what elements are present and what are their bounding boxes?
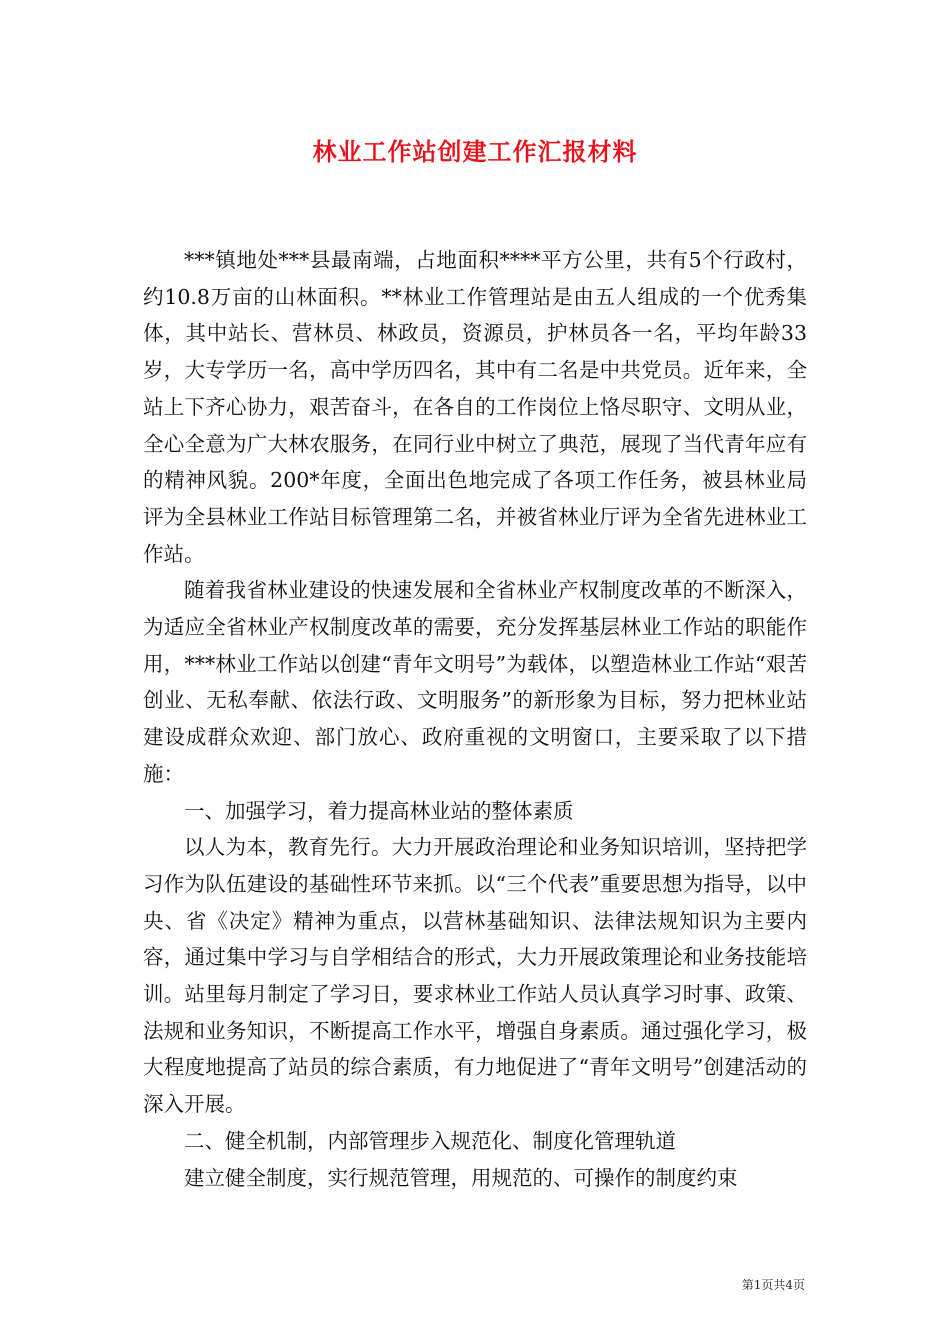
section-heading-1: 一、加强学习，着力提高林业站的整体素质 <box>184 798 574 823</box>
paragraph-background: 随着我省林业建设的快速发展和全省林业产权制度改革的不断深入，为适应全省林业产权制度改革的需要，充分发挥基层林业工作站的职能作用，***林业工作站以创建“青年文明号”为载体，以塑造林业工作站“艰苦创业、无私奉献、依法行政、文明服务”的新形象为目标，努力把林业站建设成群众欢迎、部门放心、政府重视的文明窗口，主要采取了以下措施： <box>143 578 807 786</box>
paragraph-study: 以人为本，教育先行。大力开展政治理论和业务知识培训，坚持把学习作为队伍建设的基础性环节来抓。以“三个代表”重要思想为指导，以中央、省《决定》精神为重点，以营林基础知识、法律法规知识为主要内容，通过集中学习与自学相结合的形式，大力开展政策理论和业务技能培训。站里每月制定了学习日，要求林业工作站人员认真学习时事、政策、法规和业务知识，不断提高工作水平，增强自身素质。通过强化学习，极大程度地提高了站员的综合素质，有力地促进了“青年文明号”创建活动的深入开展。 <box>143 835 807 1117</box>
paragraph-mechanism: 建立健全制度，实行规范管理，用规范的、可操作的制度约束 <box>184 1165 738 1190</box>
section-heading-2: 二、健全机制，内部管理步入规范化、制度化管理轨道 <box>184 1128 676 1153</box>
page-number: 第1页共4页 <box>741 1278 805 1292</box>
document-body <box>143 242 807 1196</box>
paragraph-intro: ***镇地处***县最南端，占地面积****平方公里，共有5个行政村，约10.8万亩的山林面积。**林业工作管理站是由五人组成的一个优秀集体，其中站长、营林员、林政员，资源员，护林员各一名，平均年龄33岁，大专学历一名，高中学历四名，其中有二名是中共党员。近年来，全站上下齐心协力，艰苦奋斗，在各自的工作岗位上恪尽职守、文明从业，全心全意为广大林农服务，在同行业中树立了典范，展现了当代青年应有的精神风貌。200*年度，全面出色地完成了各项工作任务，被县林业局评为全县林业工作站目标管理第二名，并被省林业厅评为全省先进林业工作站。 <box>143 248 807 566</box>
document-title: 林业工作站创建工作汇报材料 <box>312 137 638 166</box>
